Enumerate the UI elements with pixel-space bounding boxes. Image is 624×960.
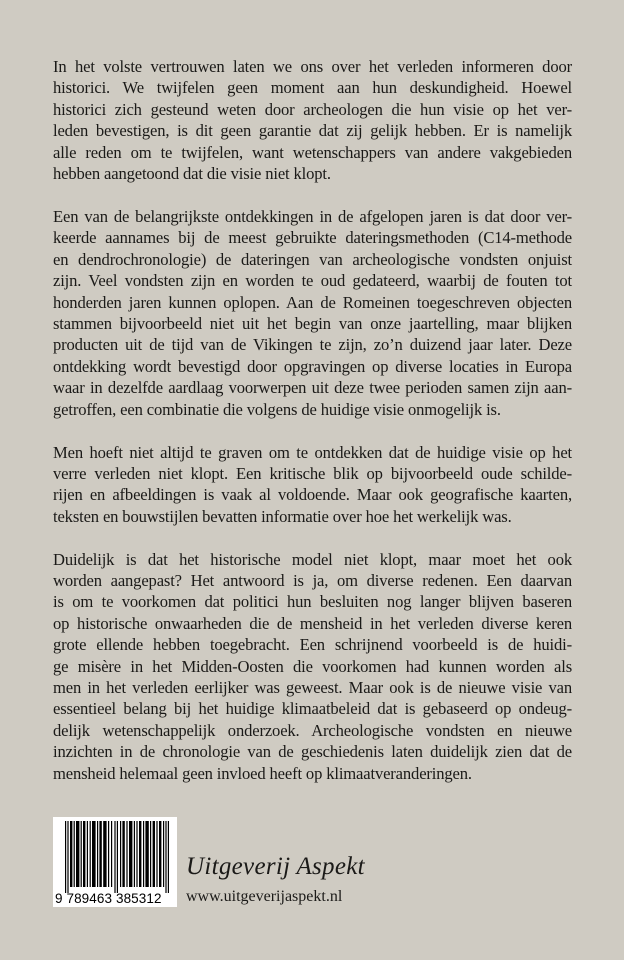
- text-line: keerde aannames bij de meest gebruikte dateringsmethoden (C14-methode: [53, 228, 572, 248]
- text-line: delijk wetenschappelijk onderzoek. Archeologische vondsten en nieuwe: [53, 720, 572, 740]
- text-line: historici zich gesteund weten door archeologen die hun visie op het ver-: [53, 99, 572, 119]
- text-line: honderden jaren kunnen oplopen. Aan de Romeinen toegeschreven objecten: [53, 292, 572, 312]
- text-line: men in het verleden eerlijker was geweest. Maar ook is de nieuwe visie van: [53, 678, 572, 698]
- text-line: Men hoeft niet altijd te graven om te ontdekken dat de huidige visie op het: [53, 442, 572, 462]
- text-line: In het volste vertrouwen laten we ons over het verleden informeren door: [53, 57, 572, 76]
- text-line: worden aangepast? Het antwoord is ja, om diverse redenen. Een daarvan: [53, 571, 572, 591]
- text-line: is om te voorkomen dat politici hun besluiten nog langer blijven baseren: [53, 592, 572, 612]
- text-line: ontdekking wordt bevestigd door opgravingen op diverse locaties in Europa: [53, 356, 572, 376]
- text-line: leden bevestigen, is dit geen garantie dat zij gelijk hebben. Er is namelijk: [53, 121, 572, 141]
- isbn-number: 9 789463 385312: [55, 891, 162, 906]
- blurb-paragraph-1: [53, 56, 572, 184]
- publisher-block: [186, 852, 365, 906]
- text-line: producten uit de tijd van de Vikingen te zijn, zo’n duizend jaar later. Deze: [53, 335, 572, 355]
- text-line: stammen bijvoorbeeld niet uit het begin van onze jaartelling, maar blijken: [53, 313, 572, 333]
- text-line: Duidelijk is dat het historische model niet klopt, maar moet het ook: [53, 549, 572, 569]
- text-line: verre verleden niet klopt. Een kritische blik op bijvoorbeeld oude schilde-: [53, 463, 572, 483]
- blurb-paragraph-2: [53, 206, 572, 420]
- publisher-logo: Uitgeverij Aspekt: [186, 853, 365, 880]
- blurb-paragraph-3: [53, 442, 572, 528]
- back-cover-blurb: [53, 56, 572, 806]
- text-line: waar in dezelfde aardlaag voorwerpen uit deze twee perioden samen zijn aan-: [53, 378, 572, 398]
- text-line: op historische onwaarheden die de mensheid in het verleden diverse keren: [53, 613, 572, 633]
- text-line: zijn. Veel vondsten zijn en worden te oud gedateerd, waarbij de fouten tot: [53, 271, 572, 291]
- text-line: rijen en afbeeldingen is vaak al voldoende. Maar ook geografische kaarten,: [53, 485, 572, 505]
- text-line: historici. We twijfelen geen moment aan hun deskundigheid. Hoewel: [53, 78, 572, 98]
- text-line: en dendrochronologie) de dateringen van archeologische vondsten onjuist: [53, 249, 572, 269]
- text-line: getroffen, een combinatie die volgens de huidige visie onmogelijk is.: [53, 399, 501, 419]
- text-line: mensheid helemaal geen invloed heeft op klimaatveranderingen.: [53, 763, 472, 783]
- blurb-paragraph-4: [53, 549, 572, 784]
- text-line: hebben aangetoond dat die visie niet klopt.: [53, 164, 331, 184]
- text-line: inzichten in de chronologie van de geschiedenis laten duidelijk zien dat de: [53, 742, 572, 762]
- text-line: teksten en bouwstijlen bevatten informatie over hoe het werkelijk was.: [53, 506, 512, 526]
- text-line: essentieel belang bij het huidige klimaatbeleid dat is gebaseerd op ondeug-: [53, 699, 572, 719]
- barcode-icon: [65, 821, 169, 893]
- text-line: Een van de belangrijkste ontdekkingen in de afgelopen jaren is dat door ver-: [53, 206, 572, 226]
- publisher-url: www.uitgeverijaspekt.nl: [186, 888, 343, 905]
- text-line: grote ellende hebben toegebracht. Een schrijnend voorbeeld is de huidi-: [53, 635, 572, 655]
- text-line: ge misère in het Midden-Oosten die voorkomen had kunnen worden als: [53, 656, 572, 676]
- text-line: alle reden om te twijfelen, want wetenschappers van andere vakgebieden: [53, 142, 572, 162]
- isbn-barcode: [53, 817, 177, 907]
